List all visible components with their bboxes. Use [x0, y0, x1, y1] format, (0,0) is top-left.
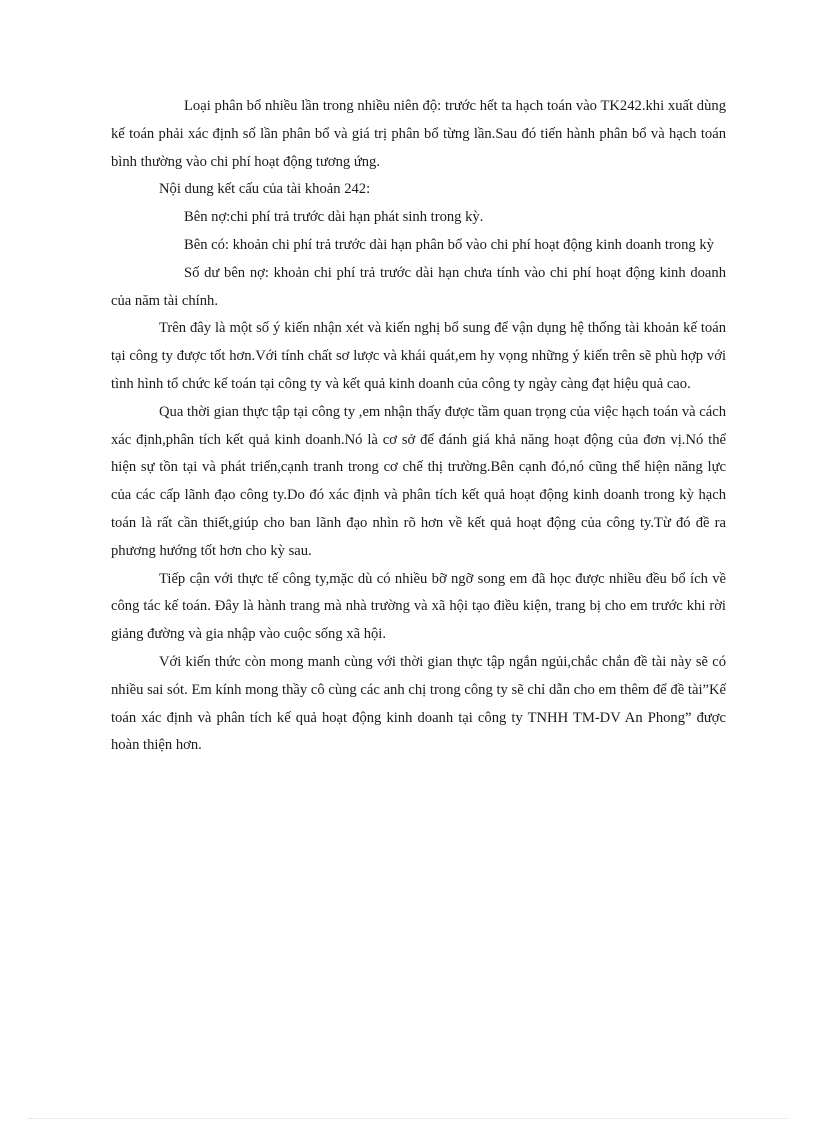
paragraph-account-structure-heading: Nội dung kết cấu của tài khoản 242: [159, 181, 371, 198]
page-bottom-divider [28, 1118, 788, 1119]
paragraph-allocation-method: Loại phân bổ nhiều lần trong nhiều niên độ: trước hết ta hạch toán vào TK242.khi xuất dùng kế toán phải xác định số lần phân bổ và giá trị phân bổ từng lần.Sau đó tiến hành phân bổ và hạch toán bình thường vào chi phí hoạt động tương ứng. [111, 98, 726, 170]
paragraph-internship-importance: Qua thời gian thực tập tại công ty ,em nhận thấy được tầm quan trọng của việc hạch toán và cách xác định,phân tích kết quả kinh doanh.Nó là cơ sở để đánh giá khả năng hoạt động của đơn vị.Nó thể hiện sự tồn tại và phát triển,cạnh tranh trong cơ chế thị trường.Bên cạnh đó,nó cũng thể hiện năng lực của các cấp lãnh đạo công ty.Do đó xác định và phân tích kết quả hoạt động kinh doanh trong kỳ hạch toán là rất cần thiết,giúp cho ban lãnh đạo nhìn rõ hơn về kết quả hoạt động của công ty.Từ đó đề ra phương hướng tốt hơn cho kỳ sau. [111, 403, 726, 559]
paragraph-practical-experience: Tiếp cận với thực tế công ty,mặc dù có nhiều bỡ ngỡ song em đã học được nhiều đều bổ ích về công tác kế toán. Đây là hành trang mà nhà trường và xã hội tạo điều kiện, trang bị cho em trước khi rời giảng đường và gia nhập vào cuộc sống xã hội. [111, 570, 726, 643]
paragraph-credit-side: Bên có: khoản chi phí trả trước dài hạn phân bổ vào chi phí hoạt động kinh doanh trong kỳ [184, 236, 714, 253]
paragraph-debit-side: Bên nợ:chi phí trả trước dài hạn phát sinh trong kỳ. [184, 209, 484, 226]
body-text [111, 93, 726, 760]
paragraph-recommendations: Trên đây là một số ý kiến nhận xét và kiến nghị bổ sung để vận dụng hệ thống tài khoản kế toán tại công ty được tốt hơn.Với tính chất sơ lược và khái quát,em hy vọng những ý kiến trên sẽ phù hợp với tình hình tổ chức kế toán tại công ty và kết quả kinh doanh của công ty ngày càng đạt hiệu quả cao. [111, 320, 726, 392]
paragraph-closing-request: Với kiến thức còn mong manh cùng với thời gian thực tập ngắn ngủi,chắc chắn đề tài này sẽ có nhiều sai sót. Em kính mong thầy cô cùng các anh chị trong công ty sẽ chỉ dẫn cho em thêm để đề tài”Kế toán xác định và phân tích kế quả hoạt động kinh doanh tại công ty TNHH TM-DV An Phong” được hoàn thiện hơn. [111, 653, 726, 754]
paragraph-debit-balance: Số dư bên nợ: khoản chi phí trả trước dài hạn chưa tính vào chi phí hoạt động kinh doanh của năm tài chính. [111, 264, 726, 309]
